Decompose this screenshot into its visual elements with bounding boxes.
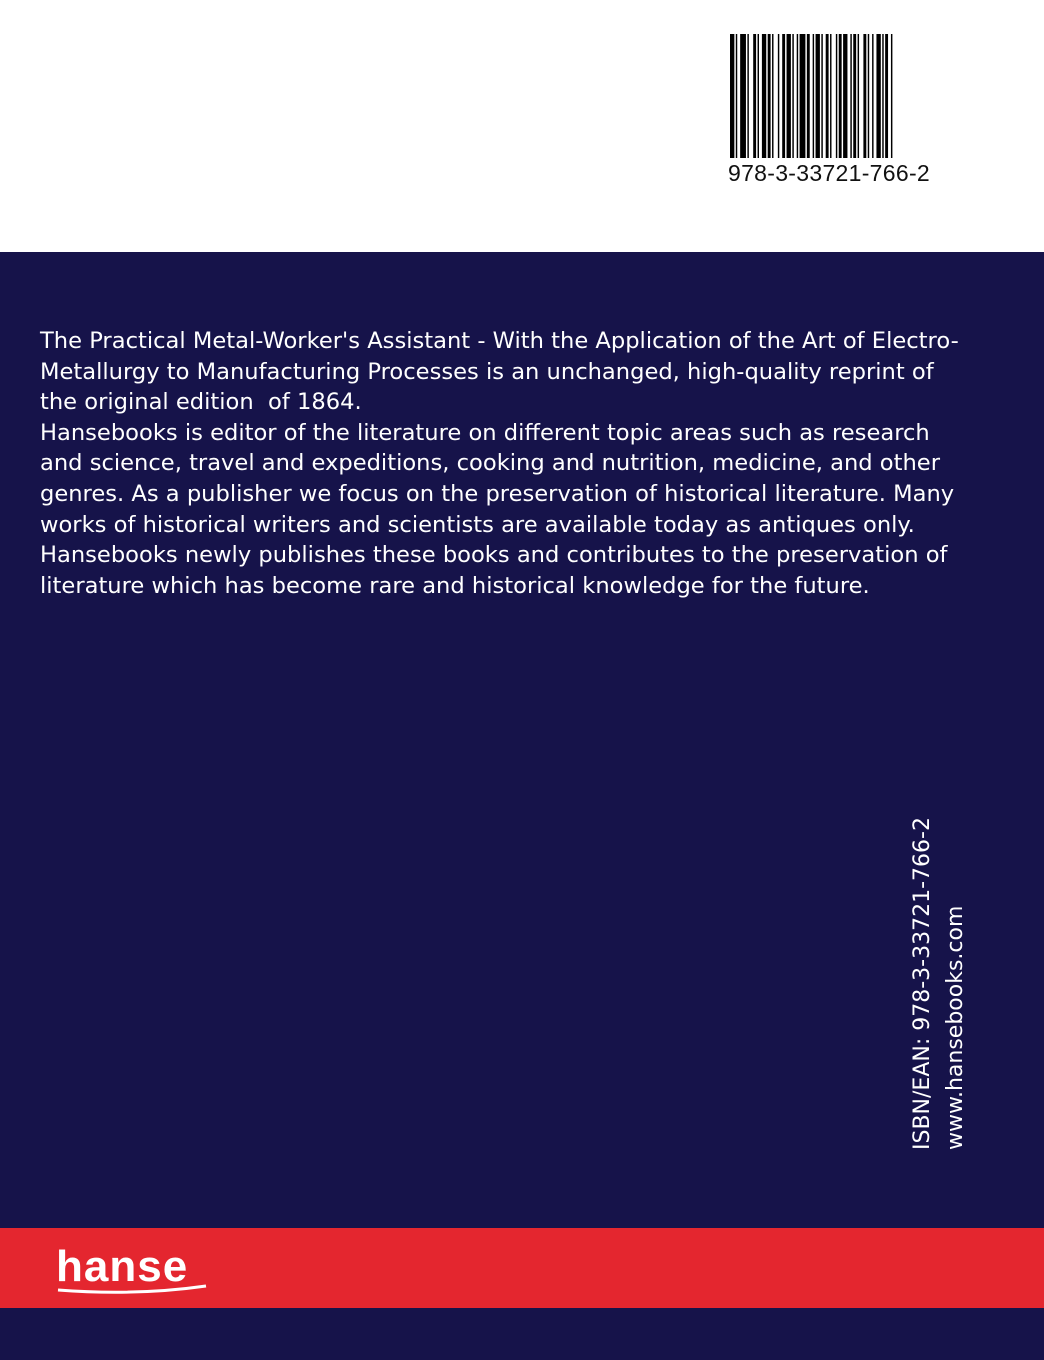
- barcode-bar: [813, 34, 814, 158]
- barcode-bar: [787, 34, 791, 158]
- barcode-bar: [753, 34, 756, 158]
- barcode-bar: [807, 34, 810, 158]
- barcode-bar: [730, 34, 734, 158]
- barcode-digits: 978-3-33721-766-2: [727, 160, 931, 186]
- description-paragraph-1: The Practical Metal-Worker's Assistant - With the Application of the Art of Electro-Metallurgy to Manufacturing Processes is an unchanged, high-quality reprint of the original edition of 1864.: [40, 328, 959, 416]
- barcode-bar: [792, 34, 793, 158]
- barcode-bar: [885, 34, 888, 158]
- barcode-bar: [816, 34, 820, 158]
- barcode-bar: [778, 34, 779, 158]
- barcode-bar: [839, 34, 842, 158]
- barcode-bar: [772, 34, 773, 158]
- barcode-bar: [863, 34, 866, 158]
- top-white-band: [0, 0, 1044, 252]
- logo-wordmark: hanse: [56, 1244, 189, 1291]
- barcode-image: [730, 34, 934, 158]
- description-text: [40, 326, 970, 601]
- hanse-logo: [56, 1244, 226, 1298]
- barcode-bar: [876, 34, 880, 158]
- barcode-bar: [821, 34, 822, 158]
- isbn-ean-line: ISBN/EAN: 978-3-33721-766-2: [910, 817, 935, 1150]
- barcode-bar: [782, 34, 785, 158]
- barcode-bar: [736, 34, 737, 158]
- website-url: www.hansebooks.com: [943, 905, 968, 1150]
- barcode-bar: [853, 34, 856, 158]
- barcode-bar: [768, 34, 771, 158]
- barcode-bar: [843, 34, 847, 158]
- barcode-bar: [758, 34, 759, 158]
- barcode-bar: [740, 34, 746, 158]
- barcode-bar: [762, 34, 766, 158]
- barcode-bar: [882, 34, 883, 158]
- barcode-bar: [850, 34, 851, 158]
- barcode-bar: [858, 34, 859, 158]
- barcode-bar: [747, 34, 748, 158]
- barcode-block: [722, 34, 936, 194]
- vertical-isbn-block: [906, 817, 970, 1150]
- barcode-bar: [826, 34, 829, 158]
- bottom-navy-band: [0, 1308, 1044, 1360]
- description-paragraph-2: Hansebooks is editor of the literature on different topic areas such as research and science, travel and expeditions, cooking and nutrition, medicine, and other genres. As a publisher we focus on the preservation of historical literature. Many works of historical writers and scientists are available today as antiques only. Hansebooks newly publishes these books and contributes to the preservation of literature which has become rare and historical knowledge for the future.: [40, 419, 962, 599]
- barcode-bar: [797, 34, 798, 158]
- barcode-bar: [830, 34, 831, 158]
- barcode-bar: [800, 34, 806, 158]
- barcode-bar: [891, 34, 892, 158]
- barcode-bar: [868, 34, 869, 158]
- barcode-bar: [872, 34, 873, 158]
- barcode-bar: [836, 34, 837, 158]
